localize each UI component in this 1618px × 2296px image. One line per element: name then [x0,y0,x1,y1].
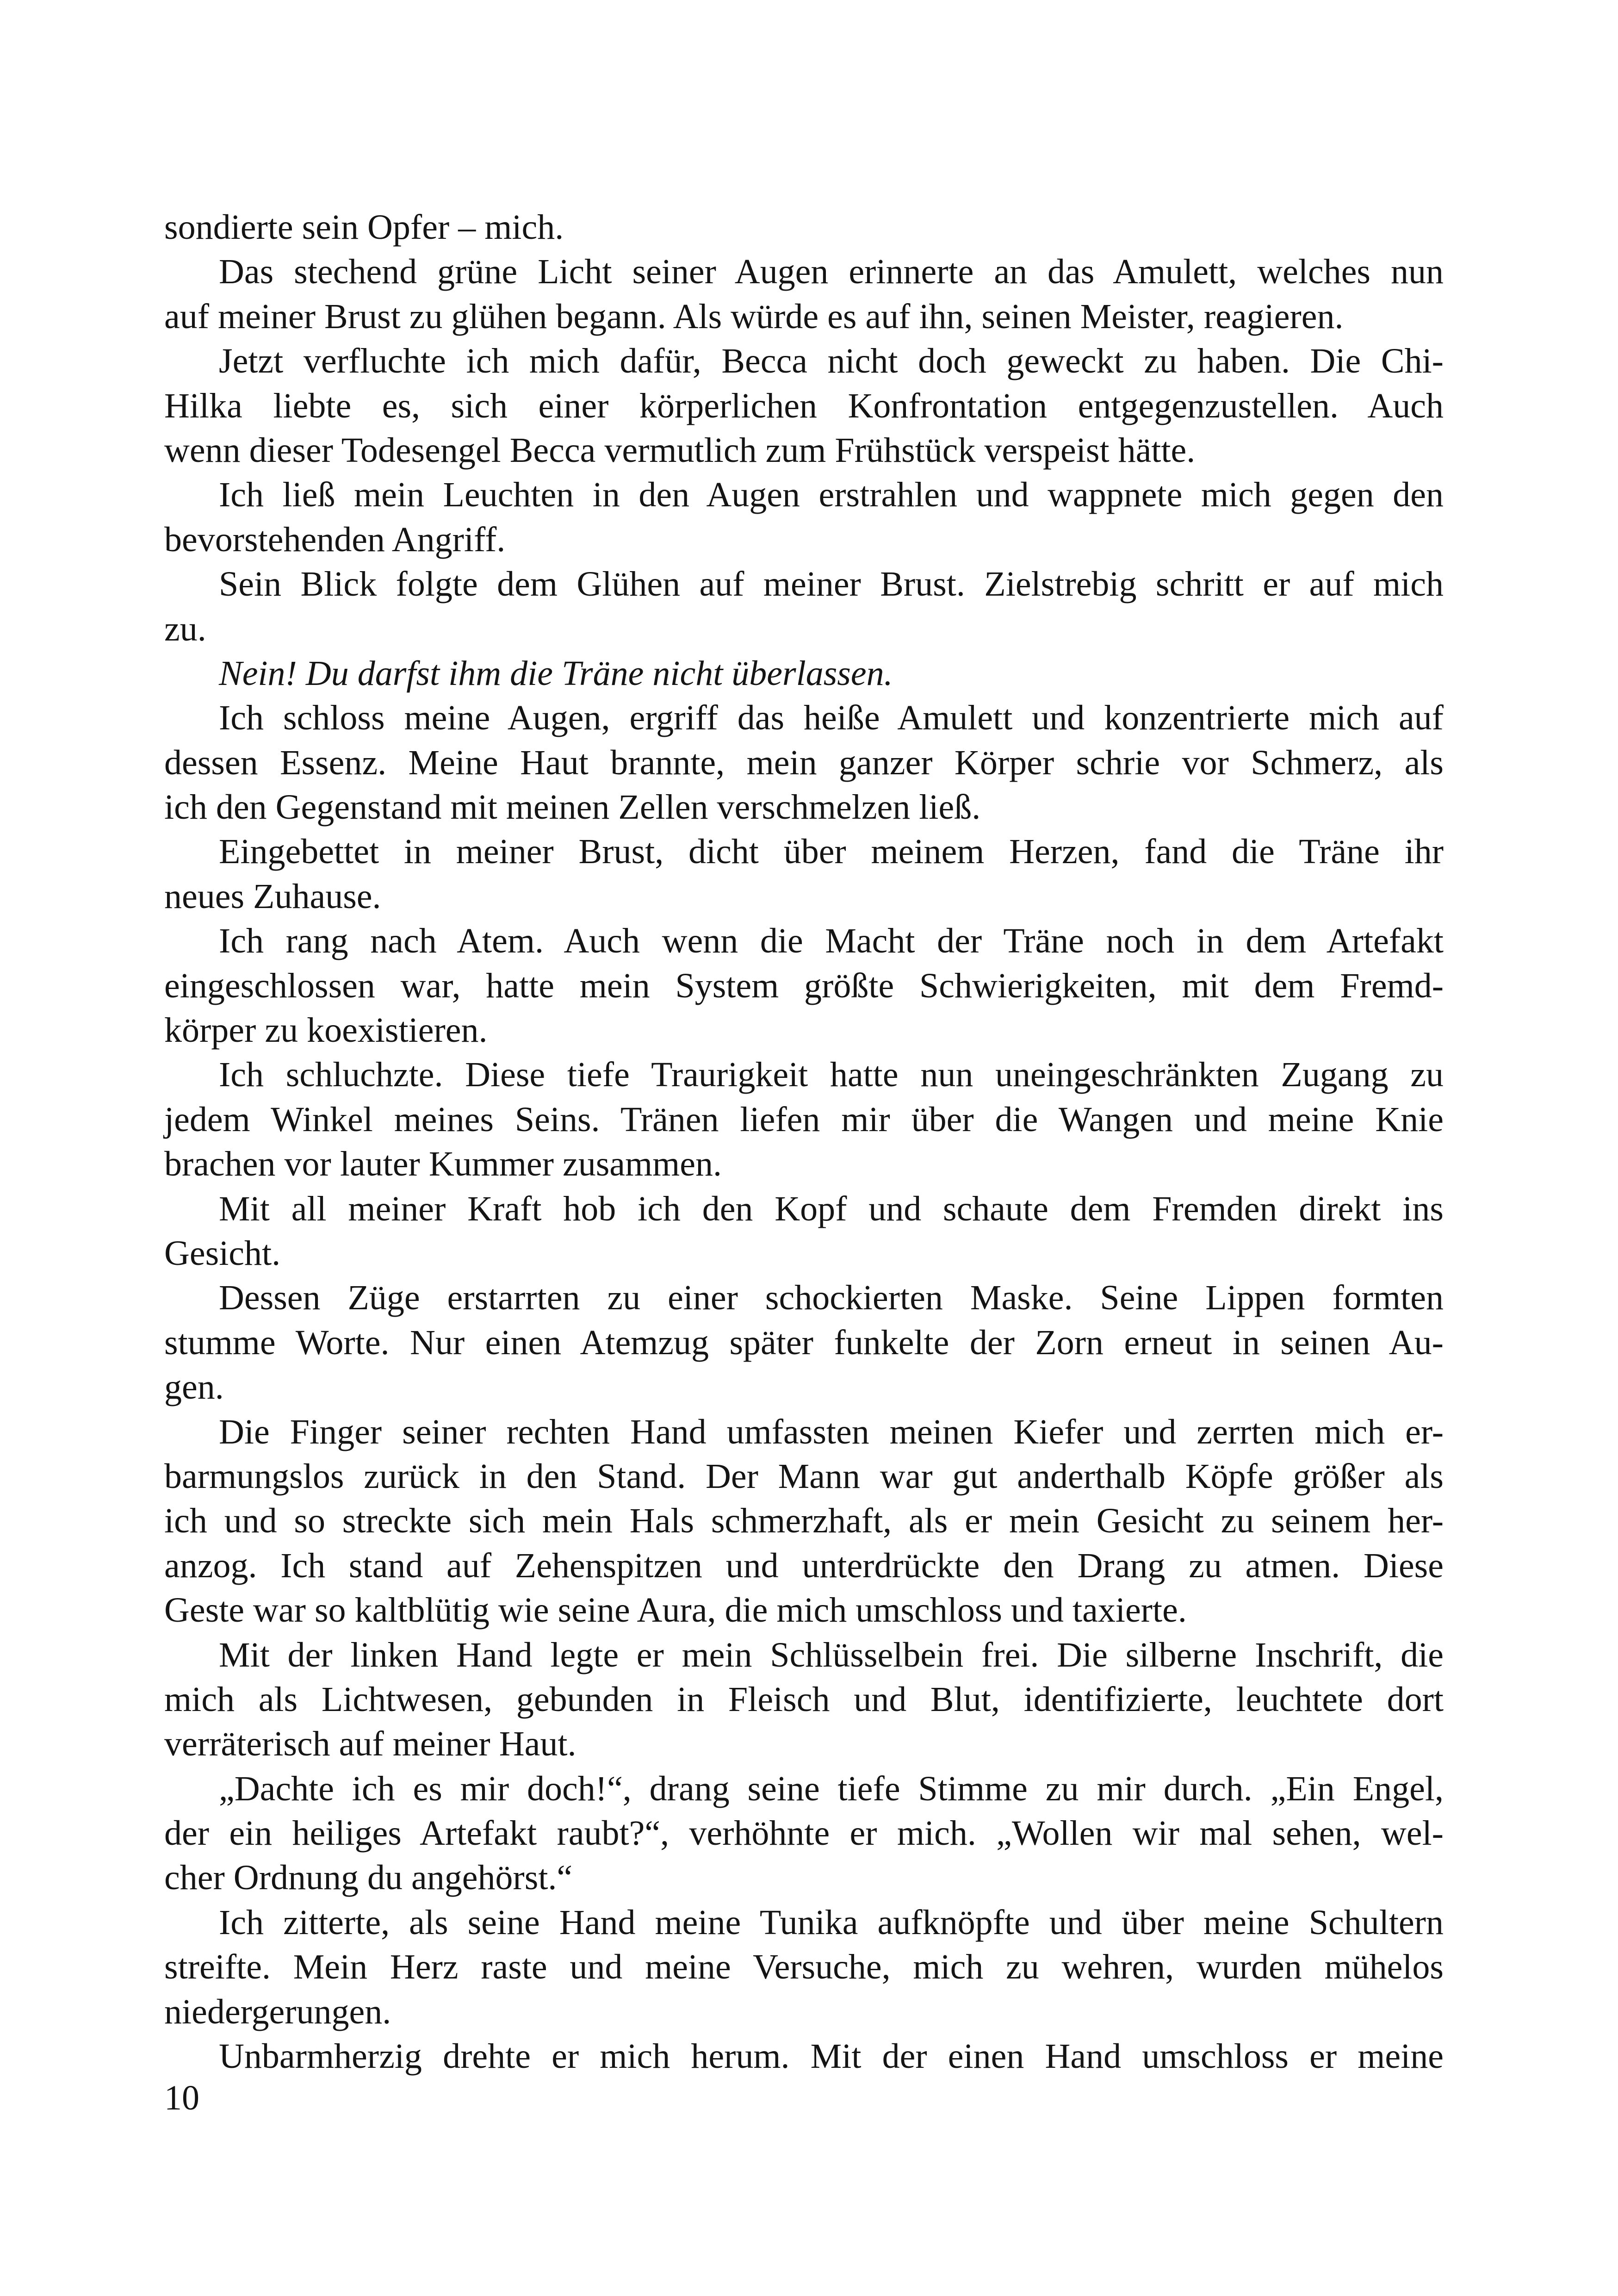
text-line: Ich schluchzte. Diese tiefe Traurigkeit hatte nun uneingeschränkten Zugang zu [219,1055,1444,1095]
text-line: Mit der linken Hand legte er mein Schlüsselbein frei. Die silberne Inschrift, die [219,1635,1444,1674]
text-line: Ich schloss meine Augen, ergriff das heiße Amulett und konzentrierte mich auf [219,698,1444,738]
text-line: Nein! Du darfst ihm die Träne nicht überlassen. [219,653,893,693]
text-line: Hilka liebte es, sich einer körperlichen Konfrontation entgegenzustellen. Auch [164,386,1444,425]
text-line: gen. [164,1368,224,1407]
text-line: cher Ordnung du angehörst.“ [164,1858,573,1898]
body-text [164,205,1444,2078]
text-line: verräterisch auf meiner Haut. [164,1724,577,1764]
text-line: ich den Gegenstand mit meinen Zellen verschmelzen ließ. [164,788,981,827]
text-line: Die Finger seiner rechten Hand umfassten meinen Kiefer und zerrten mich er- [219,1412,1444,1451]
text-line: Dessen Züge erstarrten zu einer schockierten Maske. Seine Lippen formten [219,1278,1444,1318]
text-line: körper zu koexistieren. [164,1011,488,1050]
text-line: Geste war so kaltblütig wie seine Aura, die mich umschloss und taxierte. [164,1591,1187,1630]
text-line: Ich rang nach Atem. Auch wenn die Macht der Träne noch in dem Artefakt [219,921,1444,961]
text-line: stumme Worte. Nur einen Atemzug später funkelte der Zorn erneut in seinen Au- [164,1323,1444,1362]
text-line: sondierte sein Opfer – mich. [164,208,564,247]
text-line: zu. [164,609,206,648]
text-line: eingeschlossen war, hatte mein System größte Schwierigkeiten, mit dem Fremd- [164,966,1444,1005]
text-line: Unbarmherzig drehte er mich herum. Mit der einen Hand umschloss er meine [219,2037,1444,2076]
text-line: der ein heiliges Artefakt raubt?“, verhöhnte er mich. „Wollen wir mal sehen, wel- [164,1814,1444,1853]
page-number: 10 [164,2078,199,2117]
text-line: dessen Essenz. Meine Haut brannte, mein ganzer Körper schrie vor Schmerz, als [164,743,1444,782]
text-line: niedergerungen. [164,1992,391,2031]
text-line: Jetzt verfluchte ich mich dafür, Becca nicht doch geweckt zu haben. Die Chi- [219,342,1444,381]
text-line: Ich zitterte, als seine Hand meine Tunika aufknöpfte und über meine Schultern [219,1903,1444,1942]
text-line: bevorstehenden Angriff. [164,520,506,559]
text-line: auf meiner Brust zu glühen begann. Als würde es auf ihn, seinen Meister, reagieren. [164,297,1344,336]
text-line: wenn dieser Todesengel Becca vermutlich zum Frühstück verspeist hätte. [164,430,1196,470]
text-line: Sein Blick folgte dem Glühen auf meiner Brust. Zielstrebig schritt er auf mich [219,565,1444,604]
text-line: barmungslos zurück in den Stand. Der Mann war gut anderthalb Köpfe größer als [164,1456,1444,1496]
text-line: streifte. Mein Herz raste und meine Versuche, mich zu wehren, wurden mühelos [164,1948,1444,1987]
text-line: Ich ließ mein Leuchten in den Augen erstrahlen und wappnete mich gegen den [219,475,1444,515]
text-line: jedem Winkel meines Seins. Tränen liefen mir über die Wangen und meine Knie [164,1100,1444,1139]
text-line: anzog. Ich stand auf Zehenspitzen und unterdrückte den Drang zu atmen. Diese [164,1546,1444,1585]
text-line: ich und so streckte sich mein Hals schmerzhaft, als er mein Gesicht zu seinem her- [164,1501,1444,1541]
text-line: Das stechend grüne Licht seiner Augen erinnerte an das Amulett, welches nun [219,252,1444,292]
text-line: brachen vor lauter Kummer zusammen. [164,1145,722,1184]
text-line: Gesicht. [164,1233,281,1273]
text-line: „Dachte ich es mir doch!“, drang seine tiefe Stimme zu mir durch. „Ein Engel, [219,1769,1444,1808]
text-line: Mit all meiner Kraft hob ich den Kopf und schaute dem Fremden direkt ins [219,1189,1444,1228]
text-line: neues Zuhause. [164,877,381,916]
text-line: Eingebettet in meiner Brust, dicht über meinem Herzen, fand die Träne ihr [219,832,1444,871]
text-line: mich als Lichtwesen, gebunden in Fleisch und Blut, identifizierte, leuchtete dort [164,1680,1444,1719]
